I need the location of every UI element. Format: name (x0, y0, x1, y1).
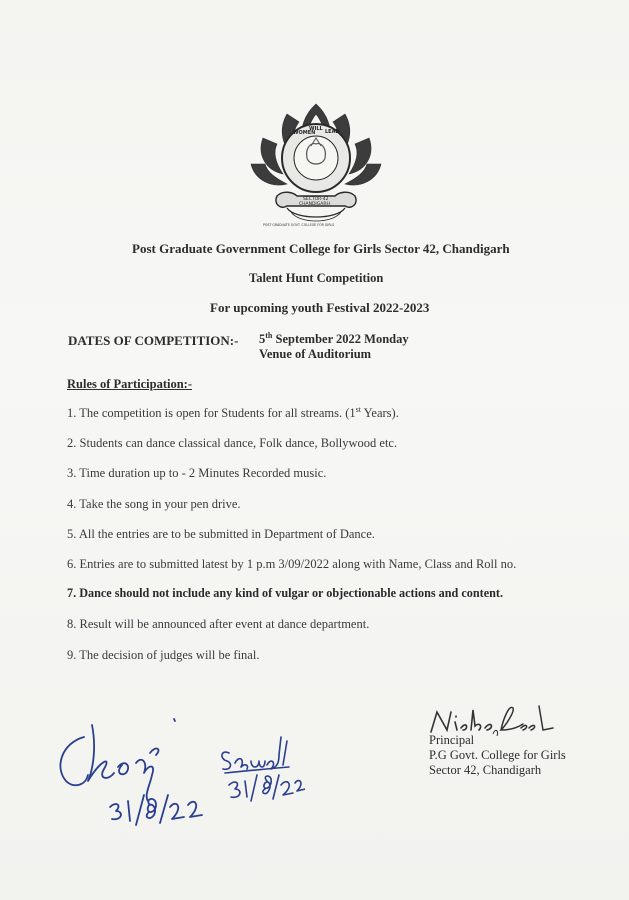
principal-title: Principal (429, 733, 475, 747)
rule-item-3 (67, 466, 326, 481)
rule-item-1 (67, 405, 399, 421)
seal-text-sector: SECTOR-42 (303, 197, 329, 202)
rule-item-5 (67, 527, 375, 542)
rule-1-tail: Years). (360, 406, 399, 421)
rule-number: 9. (67, 648, 77, 662)
handwritten-signature-1 (52, 715, 222, 830)
principal-line-2: Sector 42, Chandigarh (429, 763, 542, 777)
rule-item-4 (67, 497, 241, 512)
dates-label: DATES OF COMPETITION:- (68, 333, 239, 348)
rule-text: All the entries are to be submitted in Department of Dance. (78, 527, 375, 541)
rule-number: 7. (67, 586, 77, 600)
rules-heading: Rules of Participation:- (67, 377, 192, 391)
date-rest: September 2022 Monday (272, 332, 409, 347)
event-title: Talent Hunt Competition (249, 271, 384, 285)
college-emblem (247, 100, 385, 228)
rule-number: 4. (67, 497, 77, 511)
rule-item-9 (67, 648, 259, 663)
rule-number: 3. (67, 466, 77, 480)
rule-text: Entries are to submitted latest by 1 p.m 3/09/2022 along with Name, Class and Roll no. (79, 557, 517, 571)
handwritten-signature-2 (215, 735, 305, 810)
venue: Venue of Auditorium (259, 347, 372, 361)
seal-text-women: WOMEN (293, 130, 316, 136)
event-purpose: For upcoming youth Festival 2022-2023 (210, 300, 430, 315)
rule-item-2 (67, 436, 397, 451)
rule-number: 6. (67, 557, 77, 571)
seal-text-will: WILL (309, 126, 323, 132)
rule-text: Time duration up to - 2 Minutes Recorded music. (79, 466, 327, 480)
rule-item-8 (67, 617, 369, 632)
rule-number: 1. (67, 406, 77, 421)
competition-date (259, 331, 409, 347)
rule-1-suffix: st (355, 405, 361, 414)
seal-text-college: POST GRADUATE GOVT. COLLEGE FOR GIRLS (263, 223, 335, 227)
rule-number: 2. (67, 436, 77, 450)
rule-number: 8. (67, 617, 77, 631)
principal-line-1: P.G Govt. College for Girls (429, 748, 566, 762)
rule-text: Result will be announced after event at dance department. (79, 617, 370, 631)
rule-item-7 (67, 586, 503, 601)
college-name: Post Graduate Government College for Girls Sector 42, Chandigarh (132, 241, 510, 256)
rule-text: The competition is open for Students for all streams. (1 (79, 406, 356, 421)
seal-text-lead: LEAD (325, 129, 340, 135)
rule-text: The decision of judges will be final. (79, 648, 260, 662)
seal-text-city: CHANDIGARH (299, 202, 330, 207)
rule-text: Students can dance classical dance, Folk dance, Bollywood etc. (79, 436, 398, 450)
rule-text: Dance should not include any kind of vulgar or objectionable actions and content. (79, 586, 503, 600)
rule-number: 5. (67, 527, 77, 541)
date-day: 5 (259, 332, 266, 347)
rule-text: Take the song in your pen drive. (79, 497, 241, 511)
rule-item-6 (67, 557, 516, 572)
date-suffix: th (265, 331, 273, 340)
